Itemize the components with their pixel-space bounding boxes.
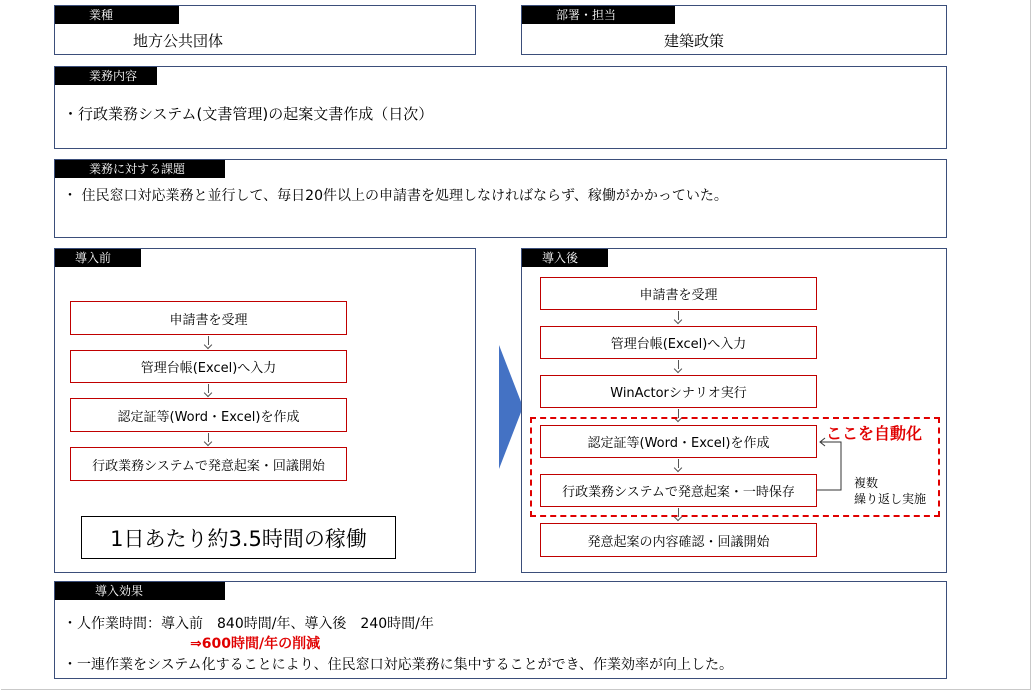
effect-tag: 導入効果 (55, 582, 225, 600)
before-hours-text: 1日あたり約3.5時間の稼働 (110, 526, 367, 551)
after-arrow-5 (674, 508, 684, 522)
department-tag: 部署・担当 (522, 6, 675, 24)
right-triangle-icon (499, 345, 523, 469)
work-text: ・行政業務システム(文書管理)の起案文書作成（日次） (63, 105, 434, 123)
before-step-3: 認定証等(Word・Excel)を作成 (70, 398, 347, 432)
after-tag: 導入後 (522, 249, 608, 267)
before-arrow-3 (204, 433, 214, 447)
loop-back-arrow-icon (817, 437, 847, 495)
industry-box (54, 5, 476, 55)
work-box (54, 66, 947, 149)
before-arrow-2 (204, 384, 214, 398)
before-step-1: 申請書を受理 (70, 301, 347, 335)
before-arrow-1 (204, 336, 214, 350)
before-tag: 導入前 (55, 249, 141, 267)
after-step-3: WinActorシナリオ実行 (540, 375, 817, 408)
department-box (521, 5, 947, 55)
work-tag: 業務内容 (55, 67, 157, 85)
after-step-6: 発意起案の内容確認・回議開始 (540, 523, 817, 557)
industry-value: 地方公共団体 (133, 32, 224, 50)
after-arrow-1 (674, 311, 684, 325)
effect-line-2: ・一連作業をシステム化することにより、住民窓口対応業務に集中することができ、作業効率が向上した。 (63, 657, 734, 673)
effect-line-1: ・人作業時間：導入前 840時間/年、導入後 240時間/年 (63, 616, 434, 632)
before-hours-box (81, 516, 396, 559)
after-step-4: 認定証等(Word・Excel)を作成 (540, 425, 817, 458)
department-value: 建築政策 (664, 32, 725, 50)
after-step-5: 行政業務システムで発意起案・一時保存 (540, 474, 817, 507)
repeat-line-1: 複数 (854, 476, 879, 490)
issue-box (54, 159, 947, 238)
after-step-1: 申請書を受理 (540, 277, 817, 310)
issue-text: ・ 住民窓口対応業務と並行して、毎日20件以上の申請書を処理しなければならず、稼働がかかっていた。 (63, 188, 728, 204)
effect-reduction: ⇒600時間/年の削減 (190, 636, 321, 652)
industry-tag: 業種 (55, 6, 179, 24)
after-arrow-4 (674, 459, 684, 473)
issue-tag: 業務に対する課題 (55, 160, 225, 178)
repeat-line-2: 繰り返し実施 (854, 492, 927, 506)
automation-label: ここを自動化 (826, 421, 922, 444)
after-arrow-2 (674, 360, 684, 374)
before-step-4: 行政業務システムで発意起案・回議開始 (70, 447, 347, 481)
effect-box (54, 581, 947, 679)
before-step-2: 管理台帳(Excel)へ入力 (70, 350, 347, 383)
after-step-2: 管理台帳(Excel)へ入力 (540, 326, 817, 359)
